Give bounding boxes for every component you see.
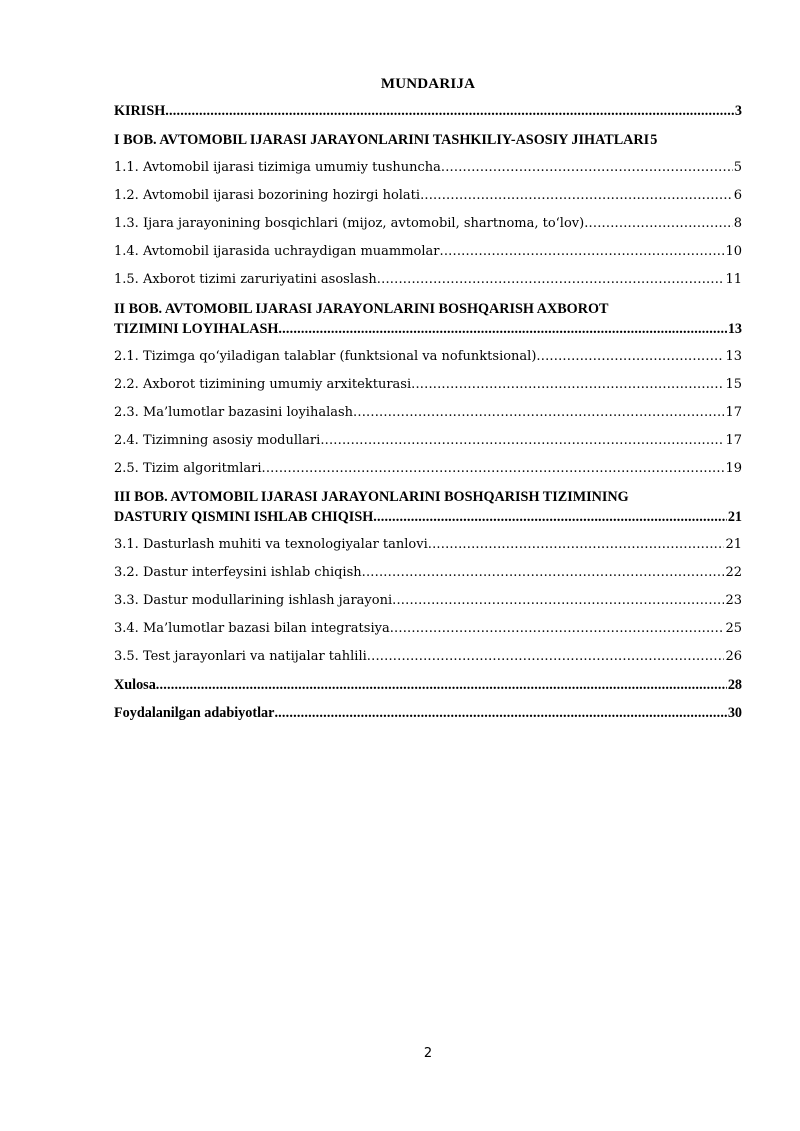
toc-entry-label-line1: II BOB. AVTOMOBIL IJARASI JARAYONLARINI BOSHQARISH AXBOROT — [114, 301, 609, 317]
toc-entry-label: 2.2. Axborot tizimining umumiy arxitekturasi — [114, 377, 412, 392]
toc-leader-dots — [377, 271, 725, 289]
toc-leader-dots — [362, 564, 725, 582]
toc-entry-page: 13 — [727, 321, 742, 337]
toc-leader-dots — [353, 404, 724, 422]
toc-entry-label: KIRISH — [114, 103, 166, 119]
toc-entry-3-5[interactable] — [114, 648, 742, 666]
toc-leader-dots — [320, 432, 724, 450]
toc-entry-page: 19 — [725, 461, 742, 476]
toc-entry-label: 3.1. Dasturlash muhiti va texnologiyalar tanlovi — [114, 537, 428, 552]
toc-entry-2-1[interactable] — [114, 348, 742, 366]
toc-title: MUNDARIJA — [380, 76, 476, 92]
toc-leader-dots — [262, 460, 725, 478]
toc-entry-page: 3 — [734, 103, 742, 119]
toc-entry-label: 3.2. Dastur interfeysini ishlab chiqish — [114, 565, 362, 580]
toc-entry-label: 1.2. Avtomobil ijarasi bozorining hozirgi holati — [114, 188, 421, 203]
toc-leader-dots — [390, 620, 725, 638]
toc-entry-label: 3.4. Ma’lumotlar bazasi bilan integratsiya — [114, 621, 390, 636]
toc-leader-dots — [428, 536, 725, 554]
toc-entry-chapter-2[interactable] — [114, 299, 742, 339]
toc-entry-label: 2.5. Tizim algoritmlari — [114, 461, 262, 476]
toc-entry-label: 2.4. Tizimning asosiy modullari — [114, 433, 321, 448]
toc-entry-2-2[interactable] — [114, 376, 742, 394]
toc-entry-label-line1: III BOB. AVTOMOBIL IJARASI JARAYONLARINI BOSHQARISH TIZIMINING — [114, 489, 629, 505]
toc-entry-page: 21 — [725, 537, 742, 552]
toc-leader-dots — [165, 102, 734, 120]
toc-entry-1-1[interactable] — [114, 159, 742, 177]
toc-entry-label: 1.1. Avtomobil ijarasi tizimiga umumiy tushuncha — [114, 160, 441, 175]
toc-entry-kirish[interactable] — [114, 102, 742, 120]
toc-entry-second-line — [114, 319, 742, 339]
toc-entry-label: 1.3. Ijara jarayonining bosqichlari (mijoz, avtomobil, shartnoma, to‘lov) — [114, 216, 585, 231]
toc-entry-label: 1.4. Avtomobil ijarasida uchraydigan muammolar — [114, 244, 440, 259]
toc-entry-page: 23 — [725, 593, 742, 608]
toc-entry-3-3[interactable] — [114, 592, 742, 610]
toc-entry-3-2[interactable] — [114, 564, 742, 582]
toc-entry-page: 11 — [725, 272, 742, 287]
toc-entry-3-1[interactable] — [114, 536, 742, 554]
toc-entry-chapter-1[interactable] — [114, 131, 742, 149]
toc-entry-2-3[interactable] — [114, 404, 742, 422]
toc-entry-page: 6 — [733, 188, 742, 203]
toc-entry-xulosa[interactable] — [114, 676, 742, 694]
toc-entry-label: 2.3. Ma’lumotlar bazasini loyihalash — [114, 405, 354, 420]
toc-leader-dots — [536, 348, 724, 366]
toc-entry-chapter-3[interactable] — [114, 487, 742, 527]
toc-leader-dots — [420, 187, 733, 205]
toc-leader-dots — [392, 592, 724, 610]
toc-leader-dots — [367, 648, 725, 666]
toc-entry-1-5[interactable] — [114, 271, 742, 289]
toc-entry-page: 5 — [733, 160, 742, 175]
toc-leader-dots — [411, 376, 724, 394]
toc-entry-label: 3.3. Dastur modullarining ishlash jarayoni — [114, 593, 393, 608]
toc-entry-page: 17 — [725, 433, 742, 448]
toc-entry-page: 28 — [727, 677, 742, 693]
toc-entry-page: 22 — [725, 565, 742, 580]
toc-entry-2-5[interactable] — [114, 460, 742, 478]
toc-leader-dots — [440, 243, 725, 261]
toc-entry-label: I BOB. AVTOMOBIL IJARASI JARAYONLARINI TASHKILIY-ASOSIY JIHATLARI — [114, 132, 650, 148]
toc-entry-label-line2: TIZIMINI LOYIHALASH — [114, 321, 279, 337]
page-number: 2 — [423, 1046, 433, 1061]
toc-entry-page: 8 — [733, 216, 742, 231]
toc-entry-1-3[interactable] — [114, 215, 742, 233]
table-of-contents — [114, 102, 742, 722]
toc-entry-1-4[interactable] — [114, 243, 742, 261]
toc-leader-dots — [584, 215, 733, 233]
toc-entry-label: Foydalanilgan adabiyotlar — [114, 705, 275, 721]
toc-entry-label: 2.1. Tizimga qo‘yiladigan talablar (funktsional va nofunktsional) — [114, 349, 537, 364]
toc-entry-label: 3.5. Test jarayonlari va natijalar tahlili — [114, 649, 367, 664]
toc-entry-label: 1.5. Axborot tizimi zaruriyatini asoslash — [114, 272, 377, 287]
toc-entry-label-line2: DASTURIY QISMINI ISHLAB CHIQISH — [114, 509, 374, 525]
toc-entry-page: 15 — [725, 377, 742, 392]
toc-entry-page: 10 — [725, 244, 742, 259]
toc-leader-dots — [274, 704, 726, 722]
toc-entry-page: 5 — [650, 132, 658, 148]
toc-entry-second-line — [114, 507, 742, 527]
toc-leader-dots — [441, 159, 733, 177]
toc-entry-2-4[interactable] — [114, 432, 742, 450]
toc-entry-1-2[interactable] — [114, 187, 742, 205]
toc-entry-page: 30 — [727, 705, 742, 721]
toc-leader-dots — [156, 676, 727, 694]
toc-entry-3-4[interactable] — [114, 620, 742, 638]
toc-entry-page: 13 — [725, 349, 742, 364]
toc-entry-page: 26 — [725, 649, 742, 664]
toc-entry-page: 21 — [727, 509, 742, 525]
toc-leader-dots — [278, 319, 726, 339]
toc-entry-references[interactable] — [114, 704, 742, 722]
toc-entry-page: 17 — [725, 405, 742, 420]
toc-entry-page: 25 — [725, 621, 742, 636]
toc-entry-label: Xulosa — [114, 677, 156, 693]
toc-leader-dots — [373, 507, 727, 527]
